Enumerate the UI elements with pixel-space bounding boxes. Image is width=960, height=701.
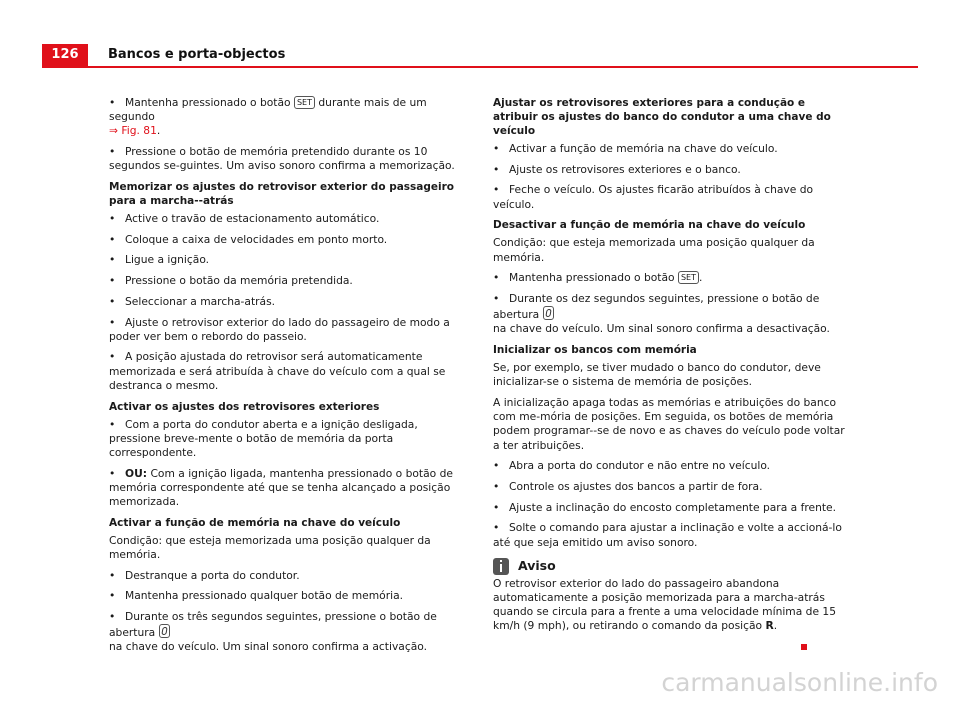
section-heading: Desactivar a função de memória na chave do veículo [493,219,806,232]
list-item: • Mantenha pressionado o botão SET durante mais de um segundo ⇒ Fig. 81. [109,96,461,139]
section-heading: Memorizar os ajustes do retrovisor exterior do passageiro para a marcha--atrás [109,181,455,208]
watermark: carmanualsonline.info [661,668,938,697]
list-item: • Seleccionar a marcha-atrás. [109,295,461,309]
paragraph: Condição: que esteja memorizada uma posição qualquer da memória. [493,236,815,264]
info-icon [493,558,509,575]
set-key-icon: SET [678,271,699,284]
unlock-key-icon [543,306,554,320]
list-item: • Ajuste os retrovisores exteriores e o banco. [493,163,845,177]
list-item: • Feche o veículo. Os ajustes ficarão atribuídos à chave do veículo. [493,183,845,211]
list-item: • Com a porta do condutor aberta e a ignição desligada, pressione breve-mente o botão de memória da porta correspondente. [109,418,461,461]
list-item: • Coloque a caixa de velocidades em ponto morto. [109,233,461,247]
section-end-icon [801,644,807,650]
note-text: O retrovisor exterior do lado do passageiro abandona automaticamente a posição memorizada para a marcha-atrás quando se circula para a frente a uma velocidade mínima de 15 km/h (9 mph), ou retirando o comando da posição R. [493,576,837,633]
section-heading: Activar a função de memória na chave do veículo [109,516,401,529]
paragraph: Se, por exemplo, se tiver mudado o banco do condutor, deve inicializar-se o sistema de memória de posições. [493,361,821,389]
list-item: • Mantenha pressionado qualquer botão de memória. [109,589,461,603]
right-column [493,96,845,654]
list-item: • Abra a porta do condutor e não entre no veículo. [493,459,845,473]
list-item: • Ligue a ignição. [109,253,461,267]
end-marker [493,640,845,654]
section-heading: Ajustar os retrovisores exteriores para a condução e atribuir os ajustes do banco do condutor a uma chave do veículo [493,97,831,137]
list-item: • Activar a função de memória na chave do veículo. [493,142,845,156]
note-header [493,558,845,575]
unlock-key-icon [159,624,170,638]
header-rule [42,66,918,68]
page-number: 126 [42,44,88,66]
left-column [109,96,461,661]
list-item: • Mantenha pressionado o botão SET . [493,271,845,285]
list-item: • Pressione o botão de memória pretendido durante os 10 segundos se-guintes. Um aviso sonoro confirma a memorização. [109,145,461,173]
section-heading: Activar os ajustes dos retrovisores exteriores [109,400,380,413]
list-item: • Active o travão de estacionamento automático. [109,212,461,226]
set-key-icon: SET [294,96,315,109]
list-item: • OU: Com a ignição ligada, mantenha pressionado o botão de memória correspondente até que se tenha alcançado a posição memorizada. [109,467,461,510]
paragraph: A inicialização apaga todas as memórias e atribuições do banco com me-mória de posições. Em seguida, os botões de memória podem programar--se de novo e as chaves do veículo pode voltar a ter atribuições. [493,395,845,452]
list-item: • Solte o comando para ajustar a inclinação e volte a accioná-lo até que seja emitido um aviso sonoro. [493,521,845,549]
section-heading: Inicializar os bancos com memória [493,344,697,357]
list-item: • Pressione o botão da memória pretendida. [109,274,461,288]
list-item: • Durante os dez segundos seguintes, pressione o botão de abertura na chave do veículo. Um sinal sonoro confirma a desactivação. [493,292,845,337]
figure-link[interactable]: ⇒ Fig. 81 [109,124,157,138]
list-item: • Ajuste a inclinação do encosto completamente para a frente. [493,501,845,515]
list-item: • Destranque a porta do condutor. [109,569,461,583]
list-item: • Durante os três segundos seguintes, pressione o botão de abertura na chave do veículo. Um sinal sonoro confirma a activação. [109,610,461,655]
list-item: • Controle os ajustes dos bancos a partir de fora. [493,480,845,494]
list-item: • Ajuste o retrovisor exterior do lado do passageiro de modo a poder ver bem o rebordo do passeio. [109,316,461,344]
paragraph: Condição: que esteja memorizada uma posição qualquer da memória. [109,533,431,561]
page-title: Bancos e porta-objectos [108,47,286,62]
list-item: • A posição ajustada do retrovisor será automaticamente memorizada e será atribuída à chave do veículo com a qual se destranca o mesmo. [109,350,461,393]
note-title: Aviso [518,558,556,574]
